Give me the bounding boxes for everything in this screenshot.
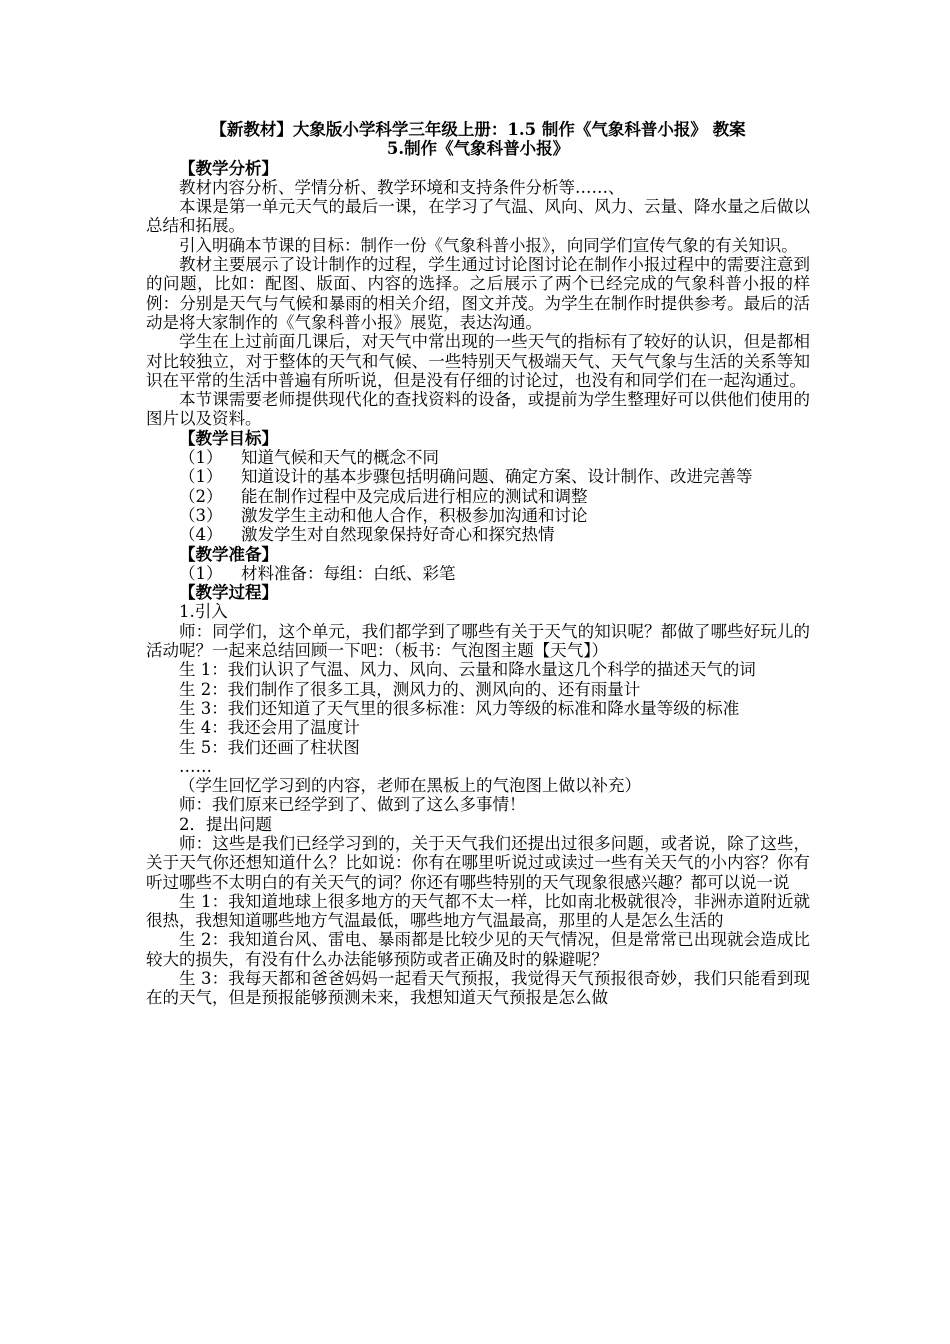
section-heading-preparation: 【教学准备】: [179, 544, 278, 564]
list-item-text: 知道设计的基本步骤包括明确问题、确定方案、设计制作、改进完善等: [241, 467, 753, 487]
paragraph: 生 3：我每天都和爸爸妈妈一起看天气预报，我觉得天气预报很奇妙，我们只能看到现在的天气，但是预报能够预测未来，我想知道天气预报是怎么做: [146, 969, 810, 1008]
paragraph: 本节课需要老师提供现代化的查找资料的设备，或提前为学生整理好可以供他们使用的图片以及资料。: [146, 390, 810, 429]
paragraph: ……: [179, 756, 212, 776]
list-item: [146, 506, 810, 525]
section-heading-goals: 【教学目标】: [179, 428, 278, 448]
paragraph: 生 1：我们认识了气温、风力、风向、云量和降水量这几个科学的描述天气的词: [179, 660, 756, 680]
section-heading-analysis: 【教学分析】: [179, 158, 278, 178]
paragraph: 师：同学们，这个单元，我们都学到了哪些有关于天气的知识呢？都做了哪些好玩儿的活动呢？一起来总结回顾一下吧：（板书：气泡图主题【天气】）: [146, 621, 810, 661]
paragraph: 学生在上过前面几课后，对天气中常出现的一些天气的指标有了较好的认识，但是都相对比较独立，对于整体的天气和气候、一些特别天气极端天气、天气气象与生活的关系等知识在平常的生活中普遍有所听说，但是没有仔细的讨论过，也没有和同学们在一起沟通过。: [146, 332, 810, 390]
paragraph: （学生回忆学习到的内容，老师在黑板上的气泡图上做以补充）: [179, 776, 641, 796]
paragraph: 师：这些是我们已经学习到的，关于天气我们还提出过很多问题，或者说，除了这些，关于天气你还想知道什么？比如说：你有在哪里听说过或读过一些有关天气的小内容？你有听过哪些不太明白的有关天气的词？你还有哪些特别的天气现象很感兴趣？都可以说一说: [146, 833, 810, 892]
document-title: 【新教材】大象版小学科学三年级上册：1.5 制作《气象科普小报》 教案: [210, 120, 746, 139]
list-item-text: 知道气候和天气的概念不同: [241, 448, 439, 468]
paragraph: 师：我们原来已经学到了、做到了这么多事情！: [179, 795, 526, 815]
paragraph: 生 3：我们还知道了天气里的很多标准：风力等级的标准和降水量等级的标准: [179, 698, 740, 718]
paragraph: 生 4：我还会用了温度计: [179, 718, 360, 738]
list-item: [146, 564, 810, 583]
list-item-number: （1）: [179, 467, 223, 487]
paragraph: 生 5：我们还画了柱状图: [179, 737, 360, 757]
paragraph: 教材内容分析、学情分析、教学环境和支持条件分析等……、: [179, 177, 625, 197]
list-item-number: （3）: [179, 505, 223, 525]
paragraph: 本课是第一单元天气的最后一课，在学习了气温、风向、风力、云量、降水量之后做以总结和拓展。: [146, 197, 810, 236]
list-item-number: （4）: [179, 525, 223, 545]
document-page: [146, 120, 810, 1008]
list-item-text: 能在制作过程中及完成后进行相应的测试和调整: [241, 486, 588, 506]
paragraph: 教材主要展示了设计制作的过程，学生通过讨论图讨论在制作小报过程中的需要注意到的问题，比如：配图、版面、内容的选择。之后展示了两个已经完成的气象科普小报的样例：分别是天气与气候和暴雨的相关介绍，图文并茂。为学生在制作时提供参考。最后的活动是将大家制作的《气象科普小报》展览，表达沟通。: [146, 255, 810, 332]
paragraph: 1.引入: [179, 602, 228, 622]
list-item-number: （1）: [179, 448, 223, 468]
list-item: [146, 487, 810, 506]
list-item-text: 激发学生主动和他人合作，积极参加沟通和讨论: [241, 505, 588, 525]
paragraph: 生 2：我知道台风、雷电、暴雨都是比较少见的天气情况，但是常常已出现就会造成比较大的损失，有没有什么办法能够预防或者正确及时的躲避呢？: [146, 930, 810, 969]
list-item: [146, 525, 810, 544]
list-item-text: 激发学生对自然现象保持好奇心和探究热情: [241, 525, 555, 545]
list-item-number: （1）: [179, 563, 223, 583]
paragraph: 生 1：我知道地球上很多地方的天气都不太一样，比如南北极就很冷，非洲赤道附近就很热，我想知道哪些地方气温最低，哪些地方气温最高，那里的人是怎么生活的: [146, 891, 810, 931]
list-item: [146, 467, 810, 486]
document-subtitle: 5.制作《气象科普小报》: [386, 139, 570, 159]
paragraph: 2．提出问题: [179, 814, 272, 834]
section-heading-process: 【教学过程】: [179, 583, 278, 603]
paragraph: 生 2：我们制作了很多工具，测风力的、测风向的、还有雨量计: [179, 679, 641, 699]
list-item-text: 材料准备：每组：白纸、彩笔: [241, 563, 456, 583]
list-item: [146, 448, 810, 467]
list-item-number: （2）: [179, 486, 223, 506]
paragraph: 引入明确本节课的目标：制作一份《气象科普小报》，向同学们宣传气象的有关知识。: [179, 235, 798, 255]
